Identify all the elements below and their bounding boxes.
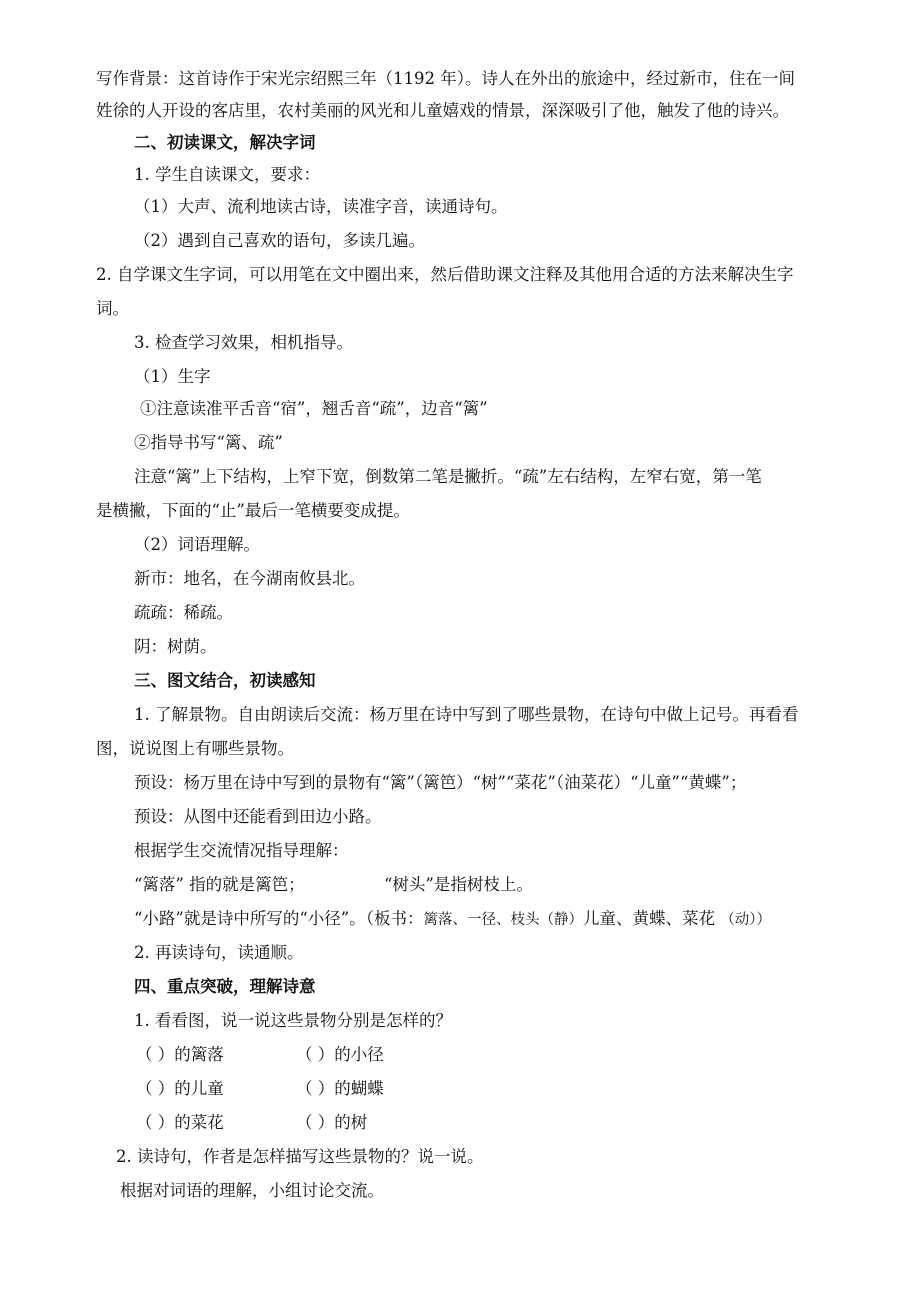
fill-blank-fence: （ ）的篱落: [136, 1045, 224, 1064]
section-4-heading: 四、重点突破，理解诗意: [134, 977, 316, 996]
section-2-heading: 二、初读课文，解决字词: [134, 133, 316, 152]
s3-explain-2-tail: 儿童、黄蝶、菜花: [583, 909, 721, 928]
s2-word-1: 新市：地名，在今湖南攸县北。: [134, 569, 365, 588]
s3-item-1-line-2: 图，说说图上有哪些景物。: [96, 739, 294, 758]
s3-preset-2: 预设：从图中还能看到田边小路。: [134, 807, 382, 826]
s3-preset-1: 预设：杨万里在诗中写到的景物有“篱”（篱笆）“树”“菜花”（油菜花）“儿童”“黄蝶”；: [134, 773, 747, 792]
s2-item-3: 3. 检查学习效果，相机指导。: [134, 333, 353, 352]
s2-item-3a-1: ①注意读准平舌音“宿”，翘舌音“疏”，边音“篱”: [140, 399, 488, 418]
background-text-line-1: 写作背景：这首诗作于宋光宗绍熙三年（1192 年）。诗人在外出的旅途中，经过新市，住在一间: [96, 69, 795, 88]
s3-guide: 根据学生交流情况指导理解：: [134, 841, 349, 860]
s2-item-1b: （2）遇到自己喜欢的语句，多读几遍。: [134, 231, 425, 250]
s3-explain-1a: “篱落” 指的就是篱笆；: [134, 875, 305, 894]
s2-note-line-1: 注意“篱”上下结构，上窄下宽，倒数第二笔是撇折。“疏”左右结构，左窄右宽，第一笔: [134, 467, 762, 486]
fill-blank-path: （ ）的小径: [296, 1045, 384, 1064]
fill-blank-flower: （ ）的菜花: [136, 1113, 224, 1132]
s2-note-line-2: 是横撇，下面的“止”最后一笔横要变成提。: [96, 501, 410, 520]
s4-discuss: 根据对词语的理解，小组讨论交流。: [120, 1181, 384, 1200]
s4-item-2: 2. 读诗句，作者是怎样描写这些景物的？说一说。: [116, 1147, 484, 1166]
s2-item-2-line-2: 词。: [96, 299, 129, 318]
section-3-heading: 三、图文结合，初读感知: [134, 671, 316, 690]
s2-word-2: 疏疏：稀疏。: [134, 603, 233, 622]
s3-item-1-line-1: 1. 了解景物。自由朗读后交流：杨万里在诗中写到了哪些景物，在诗句中做上记号。再看看: [134, 705, 799, 724]
fill-blank-butterfly: （ ）的蝴蝶: [296, 1079, 384, 1098]
s2-item-3a-2: ②指导书写“篱、疏”: [134, 433, 283, 452]
s2-item-1: 1. 学生自读课文，要求：: [134, 165, 320, 184]
s2-item-3b: （2）词语理解。: [134, 535, 260, 554]
s2-item-3a: （1）生字: [134, 367, 211, 386]
s3-item-2: 2. 再读诗句，读通顺。: [134, 943, 304, 962]
s2-item-2-line-1: 2. 自学课文生字词，可以用笔在文中圈出来，然后借助课文注释及其他用合适的方法来解决生字: [96, 265, 794, 284]
s3-explain-1b: “树头”是指树枝上。: [384, 875, 533, 894]
s4-item-1: 1. 看看图，说一说这些景物分别是怎样的？: [134, 1011, 452, 1030]
fill-blank-tree: （ ）的树: [296, 1113, 368, 1132]
s3-explain-2: [134, 908, 771, 930]
s3-explain-2-end: （动））: [720, 912, 771, 928]
s2-item-1a: （1）大声、流利地读古诗，读准字音，读通诗句。: [134, 197, 508, 216]
fill-blank-children: （ ）的儿童: [136, 1079, 224, 1098]
s3-explain-2-board: 篱落、一径、枝头（静）: [423, 912, 583, 928]
s2-word-3: 阴：树荫。: [134, 637, 217, 656]
background-text-line-2: 姓徐的人开设的客店里，农村美丽的风光和儿童嬉戏的情景，深深吸引了他，触发了他的诗兴。: [96, 101, 789, 120]
s3-explain-2-main: “小路”就是诗中所写的“小径”。（板书：: [134, 909, 424, 928]
